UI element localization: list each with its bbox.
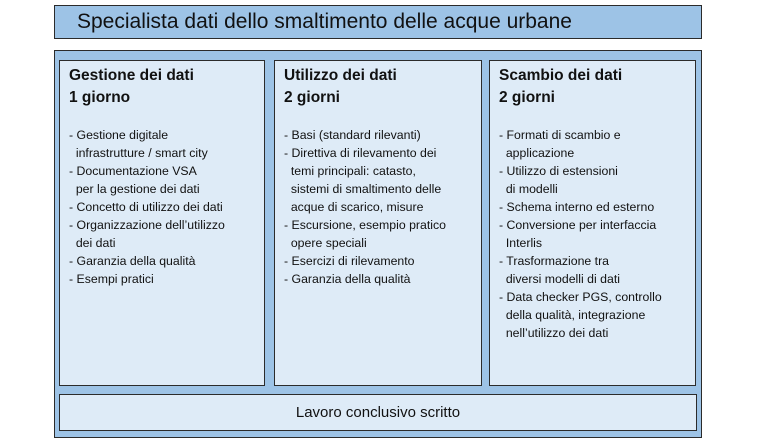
topic-line: - Formati di scambio e	[499, 128, 621, 142]
topic-line: di modelli	[499, 182, 558, 196]
topic-line: - Escursione, esempio pratico	[284, 218, 446, 232]
topic-line: Interlis	[499, 236, 543, 250]
module-duration: 2 giorni	[499, 89, 555, 106]
topic-line: dei dati	[69, 236, 116, 250]
topic-line: applicazione	[499, 146, 575, 160]
topic-line: - Garanzia della qualità	[284, 272, 411, 286]
topic-line: - Garanzia della qualità	[69, 254, 196, 268]
topic-line: - Documentazione VSA	[69, 164, 197, 178]
topic-line: della qualità, integrazione	[499, 308, 646, 322]
topic-line: - Esempi pratici	[69, 272, 154, 286]
module-topics	[499, 126, 689, 342]
topic-line: - Trasformazione tra	[499, 254, 610, 268]
topic-line: nell’utilizzo dei dati	[499, 326, 609, 340]
topic-line: - Esercizi di rilevamento	[284, 254, 415, 268]
topic-line: - Schema interno ed esterno	[499, 200, 655, 214]
module-scambio-dati	[489, 60, 696, 386]
module-heading: Utilizzo dei dati	[284, 67, 397, 84]
topic-line: temi principali: catasto,	[284, 164, 416, 178]
module-utilizzo-dati	[274, 60, 482, 386]
module-topics	[69, 126, 258, 288]
topic-line: - Data checker PGS, controllo	[499, 290, 662, 304]
topic-line: - Direttiva di rilevamento dei	[284, 146, 437, 160]
curriculum-panel	[54, 50, 702, 438]
module-heading: Gestione dei dati	[69, 67, 194, 84]
module-heading: Scambio dei dati	[499, 67, 623, 84]
topic-line: diversi modelli di dati	[499, 272, 620, 286]
topic-line: per la gestione dei dati	[69, 182, 200, 196]
topic-line: - Organizzazione dell’utilizzo	[69, 218, 225, 232]
topic-line: - Conversione per interfaccia	[499, 218, 657, 232]
topic-line: acque di scarico, misure	[284, 200, 424, 214]
final-written-work: Lavoro conclusivo scritto	[59, 394, 697, 431]
page-title: Specialista dati dello smaltimento delle acque urbane	[54, 5, 702, 39]
topic-line: - Gestione digitale	[69, 128, 169, 142]
topic-line: infrastrutture / smart city	[69, 146, 208, 160]
module-topics	[284, 126, 475, 288]
module-gestione-dati	[59, 60, 265, 386]
topic-line: sistemi di smaltimento delle	[284, 182, 442, 196]
module-duration: 1 giorno	[69, 89, 131, 106]
topic-line: - Concetto di utilizzo dei dati	[69, 200, 223, 214]
module-duration: 2 giorni	[284, 89, 340, 106]
topic-line: - Utilizzo di estensioni	[499, 164, 618, 178]
topic-line: - Basi (standard rilevanti)	[284, 128, 421, 142]
topic-line: opere speciali	[284, 236, 367, 250]
